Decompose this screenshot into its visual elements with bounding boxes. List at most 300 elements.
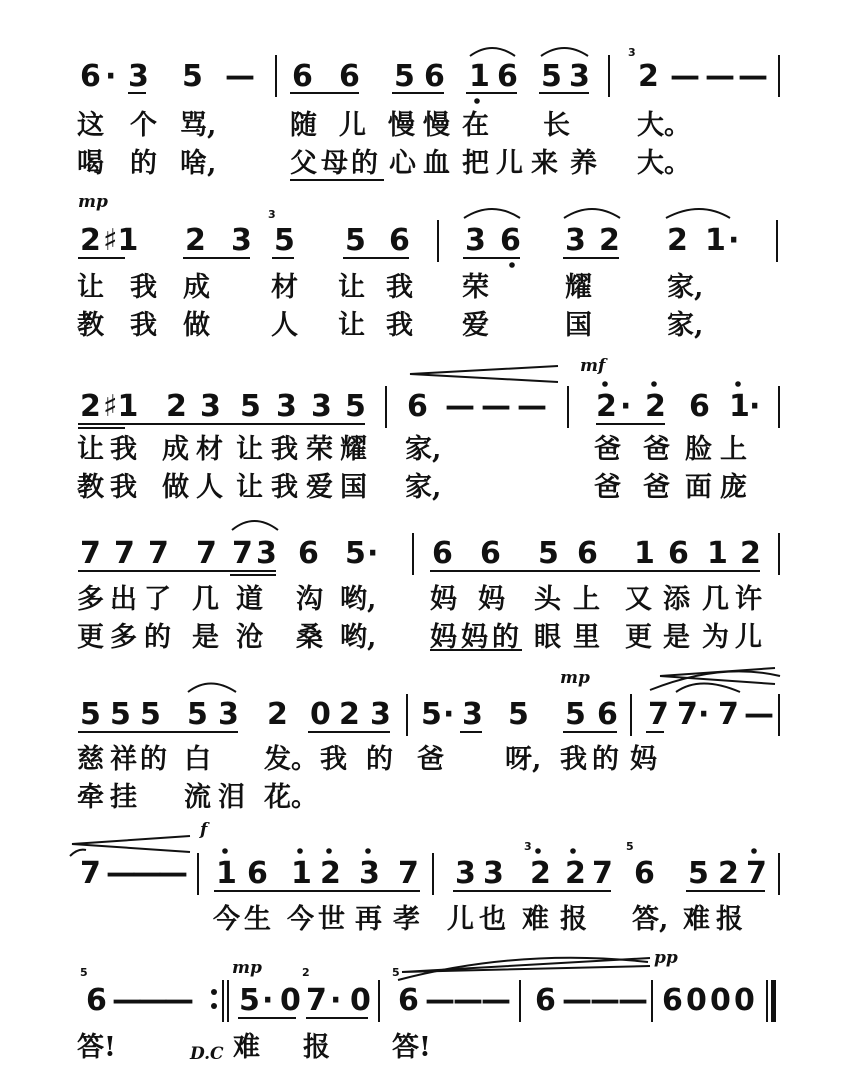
bar-line bbox=[766, 980, 768, 1022]
dash: — bbox=[738, 59, 768, 94]
note: 5 bbox=[80, 697, 101, 732]
lyric-char: 报 bbox=[716, 904, 743, 935]
lyric-char: 几 bbox=[192, 584, 219, 615]
lyric-char: 我 bbox=[271, 472, 298, 503]
lyric-char: 家, bbox=[405, 472, 442, 503]
note: 6 bbox=[86, 983, 107, 1018]
lyric-char: 爱 bbox=[306, 472, 333, 503]
note: 6 bbox=[80, 59, 101, 94]
note: 2 bbox=[530, 856, 551, 891]
grace-note: 3 bbox=[524, 840, 532, 853]
note: 7 bbox=[398, 856, 419, 891]
note: 6 bbox=[398, 983, 419, 1018]
lyric-char: 我 bbox=[130, 272, 157, 303]
note: 6 bbox=[500, 223, 521, 258]
lyric-char: 让 bbox=[338, 272, 365, 303]
bar-line bbox=[778, 853, 780, 895]
bar-line bbox=[406, 694, 408, 736]
lyric-char: 儿 bbox=[735, 622, 762, 653]
lyric-char: 大。 bbox=[637, 110, 691, 141]
note: 7 bbox=[306, 983, 327, 1018]
lyric-char: 心 bbox=[389, 148, 416, 179]
lyric-char: 妈 bbox=[430, 584, 457, 615]
note: 0 bbox=[686, 983, 707, 1018]
note: 3 bbox=[569, 59, 590, 94]
lyric-char: 把 bbox=[462, 148, 489, 179]
bar-line bbox=[778, 533, 780, 575]
note: 2 bbox=[185, 223, 206, 258]
lyric-char: 国 bbox=[340, 472, 367, 503]
lyric-line bbox=[0, 902, 853, 938]
note: 5 bbox=[240, 389, 261, 424]
dash: — bbox=[445, 389, 475, 424]
dash: — bbox=[106, 856, 136, 891]
bar-line bbox=[778, 55, 780, 97]
lyric-char: 面 bbox=[685, 472, 712, 503]
lyric-char: 让 bbox=[236, 434, 263, 465]
lyric-char: 是 bbox=[663, 622, 690, 653]
lyric-line bbox=[0, 146, 853, 182]
lyric-char: 沧 bbox=[236, 622, 263, 653]
lyric-char: 爸 bbox=[643, 472, 670, 503]
bar-line bbox=[519, 980, 521, 1022]
note: 1 bbox=[705, 223, 726, 258]
dot: · bbox=[620, 389, 632, 424]
lyric-char: 慈 bbox=[77, 744, 104, 775]
da-capo-marking: D.C bbox=[190, 1044, 224, 1064]
note: 5 bbox=[182, 59, 203, 94]
lyric-char: 爸 bbox=[643, 434, 670, 465]
lyric-char: 教 bbox=[77, 310, 104, 341]
note: 6 bbox=[480, 536, 501, 571]
lyric-char: 报 bbox=[303, 1032, 330, 1063]
lyric-char: 牵 bbox=[77, 782, 104, 813]
grace-note: 5 bbox=[626, 840, 634, 853]
lyric-char: 耀 bbox=[565, 272, 592, 303]
lyric-char: 妈 bbox=[630, 744, 657, 775]
lyric-char: 哟, bbox=[340, 622, 377, 653]
note: 5 bbox=[345, 223, 366, 258]
dot: · bbox=[105, 59, 117, 94]
grace-note: 2 bbox=[302, 966, 310, 979]
sharp-note: ♯1 bbox=[103, 223, 139, 258]
note: 6 bbox=[662, 983, 683, 1018]
lyric-char: 上 bbox=[720, 434, 747, 465]
note: 5 bbox=[508, 697, 529, 732]
note: 3 bbox=[483, 856, 504, 891]
bar-line bbox=[197, 853, 199, 895]
lyric-char: 成 bbox=[162, 434, 189, 465]
note: 2 bbox=[320, 856, 341, 891]
note: 0 bbox=[350, 983, 371, 1018]
note: 5 bbox=[541, 59, 562, 94]
lyric-char: 泪 bbox=[218, 782, 245, 813]
note: 2 bbox=[267, 697, 288, 732]
lyric-char: 也 bbox=[479, 904, 506, 935]
lyric-char: 母 bbox=[321, 148, 348, 179]
dash: — bbox=[138, 983, 168, 1018]
lyric-char: 的 bbox=[592, 744, 619, 775]
bar-line bbox=[630, 694, 632, 736]
lyric-char: 我 bbox=[110, 472, 137, 503]
lyric-char: 大。 bbox=[637, 148, 691, 179]
lyric-char: 我 bbox=[386, 272, 413, 303]
lyric-char: 做 bbox=[162, 472, 189, 503]
lyric-char: 爸 bbox=[594, 434, 621, 465]
dynamic-marking: mp bbox=[232, 958, 262, 978]
lyric-char: 这 bbox=[77, 110, 104, 141]
lyric-char: 我 bbox=[110, 434, 137, 465]
lyric-line bbox=[0, 470, 853, 506]
lyric-char: 世 bbox=[318, 904, 345, 935]
note: 3 bbox=[455, 856, 476, 891]
dot: · bbox=[330, 983, 342, 1018]
lyric-char: 啥, bbox=[180, 148, 217, 179]
lyric-char: 人 bbox=[271, 310, 298, 341]
lyric-line bbox=[0, 432, 853, 468]
lyric-char: 发。 bbox=[264, 744, 318, 775]
bar-line bbox=[222, 980, 224, 1022]
lyric-char: 随 bbox=[290, 110, 317, 141]
note: 7 bbox=[592, 856, 613, 891]
lyric-char: 慢 bbox=[388, 110, 415, 141]
lyric-char: 家, bbox=[667, 272, 704, 303]
lyric-char: 生 bbox=[244, 904, 271, 935]
sharp-note: ♯1 bbox=[103, 389, 139, 424]
staff-row-1 bbox=[0, 58, 853, 98]
note: 7 bbox=[196, 536, 217, 571]
bar-line bbox=[275, 55, 277, 97]
note: 5 bbox=[421, 697, 442, 732]
note: 3 bbox=[462, 697, 483, 732]
lyric-char: 让 bbox=[338, 310, 365, 341]
lyric-char: 道 bbox=[236, 584, 263, 615]
note: 7 bbox=[677, 697, 698, 732]
lyric-char: 的 bbox=[351, 148, 378, 179]
dash: — bbox=[132, 856, 162, 891]
lyric-char: 骂, bbox=[180, 110, 217, 141]
grace-note: 3 bbox=[628, 46, 636, 59]
note: 2 bbox=[645, 389, 666, 424]
note: 3 bbox=[465, 223, 486, 258]
lyric-char: 我 bbox=[320, 744, 347, 775]
lyric-line bbox=[0, 308, 853, 344]
note: 3 bbox=[231, 223, 252, 258]
note: 6 bbox=[577, 536, 598, 571]
dash: — bbox=[112, 983, 142, 1018]
lyric-char: 多 bbox=[110, 622, 137, 653]
bar-line bbox=[385, 386, 387, 428]
lyric-char: 在 bbox=[462, 110, 489, 141]
note: 6 bbox=[634, 856, 655, 891]
lyric-char: 的 bbox=[130, 148, 157, 179]
note: 2 bbox=[565, 856, 586, 891]
note: 2 bbox=[596, 389, 617, 424]
bar-line bbox=[651, 980, 653, 1022]
dynamic-marking: pp bbox=[654, 948, 678, 968]
lyric-char: 爱 bbox=[462, 310, 489, 341]
lyric-char: 是 bbox=[192, 622, 219, 653]
note: 5 bbox=[274, 223, 295, 258]
bar-line bbox=[778, 694, 780, 736]
staff-row-6 bbox=[0, 855, 853, 895]
bar-line bbox=[567, 386, 569, 428]
lyric-char: 为 bbox=[702, 622, 729, 653]
lyric-char: 花。 bbox=[264, 782, 318, 813]
lyric-char: 桑 bbox=[296, 622, 323, 653]
lyric-char: 让 bbox=[236, 472, 263, 503]
note: 7 bbox=[746, 856, 767, 891]
lyric-char: 材 bbox=[271, 272, 298, 303]
lyric-line bbox=[0, 742, 853, 778]
note: 3 bbox=[200, 389, 221, 424]
note: 5 bbox=[345, 536, 366, 571]
staff-row-5 bbox=[0, 696, 853, 736]
note: 5 bbox=[140, 697, 161, 732]
note: 0 bbox=[310, 697, 331, 732]
lyric-char: 又 bbox=[625, 584, 652, 615]
lyric-char: 儿 bbox=[339, 110, 366, 141]
lyric-char: 添 bbox=[663, 584, 690, 615]
lyric-char: 今 bbox=[213, 904, 240, 935]
note: 6 bbox=[247, 856, 268, 891]
lyric-char: 的 bbox=[492, 622, 519, 653]
lyric-char: 哟, bbox=[340, 584, 377, 615]
note: 6 bbox=[432, 536, 453, 571]
note: 5 bbox=[239, 983, 260, 1018]
dash: — bbox=[425, 983, 455, 1018]
lyric-char: 做 bbox=[183, 310, 210, 341]
lyric-char: 再 bbox=[355, 904, 382, 935]
dynamic-marking: mp bbox=[560, 668, 590, 688]
bar-line bbox=[608, 55, 610, 97]
bar-line bbox=[227, 980, 229, 1022]
dash: — bbox=[562, 983, 592, 1018]
lyric-char: 荣 bbox=[462, 272, 489, 303]
lyric-char: 更 bbox=[77, 622, 104, 653]
bar-line bbox=[412, 533, 414, 575]
grace-note: 5 bbox=[80, 966, 88, 979]
note: 5 bbox=[565, 697, 586, 732]
lyric-char: 答! bbox=[392, 1032, 431, 1063]
dash: — bbox=[590, 983, 620, 1018]
dash: — bbox=[453, 983, 483, 1018]
lyric-char: 沟 bbox=[296, 584, 323, 615]
bar-line bbox=[432, 853, 434, 895]
note: 3 bbox=[370, 697, 391, 732]
staff-row-7 bbox=[0, 982, 853, 1022]
lyric-char: 上 bbox=[573, 584, 600, 615]
lyric-char: 的 bbox=[140, 744, 167, 775]
lyric-char: 呀, bbox=[505, 744, 542, 775]
note: 0 bbox=[280, 983, 301, 1018]
note: 5 bbox=[345, 389, 366, 424]
lyric-char: 眼 bbox=[534, 622, 561, 653]
bar-line bbox=[776, 220, 778, 262]
note: 7 bbox=[648, 697, 669, 732]
note: 2 bbox=[718, 856, 739, 891]
lyric-char: 我 bbox=[560, 744, 587, 775]
note: 2 bbox=[339, 697, 360, 732]
note: 1 bbox=[469, 59, 490, 94]
dash: — bbox=[164, 983, 194, 1018]
lyric-char: 报 bbox=[560, 904, 587, 935]
grace-note: 5 bbox=[392, 966, 400, 979]
lyric-char: 白 bbox=[184, 744, 211, 775]
lyric-line bbox=[0, 780, 853, 816]
lyric-line bbox=[0, 1030, 853, 1066]
lyric-char: 教 bbox=[77, 472, 104, 503]
lyric-line bbox=[0, 582, 853, 618]
lyric-char: 里 bbox=[573, 622, 600, 653]
lyric-char: 脸 bbox=[685, 434, 712, 465]
lyric-char: 我 bbox=[130, 310, 157, 341]
note: 7 bbox=[232, 536, 253, 571]
note: 1 bbox=[729, 389, 750, 424]
note: 6 bbox=[535, 983, 556, 1018]
lyric-char: 爸 bbox=[417, 744, 444, 775]
dynamic-marking: f bbox=[200, 820, 208, 840]
lyric-char: 更 bbox=[625, 622, 652, 653]
lyric-char: 来 bbox=[531, 148, 558, 179]
lyric-char: 妈 bbox=[478, 584, 505, 615]
note: 5 bbox=[538, 536, 559, 571]
lyric-char: 长 bbox=[543, 110, 570, 141]
note: 3 bbox=[359, 856, 380, 891]
note: 0 bbox=[710, 983, 731, 1018]
note: 6 bbox=[298, 536, 319, 571]
note: 7 bbox=[718, 697, 739, 732]
note: 3 bbox=[256, 536, 277, 571]
lyric-char: 妈 bbox=[461, 622, 488, 653]
lyric-char: 让 bbox=[77, 434, 104, 465]
note: 5 bbox=[187, 697, 208, 732]
lyric-char: 家, bbox=[405, 434, 442, 465]
lyric-char: 家, bbox=[667, 310, 704, 341]
note: 6 bbox=[497, 59, 518, 94]
note: 3 bbox=[311, 389, 332, 424]
dot: · bbox=[443, 697, 455, 732]
lyric-char: 的 bbox=[366, 744, 393, 775]
dash: — bbox=[481, 983, 511, 1018]
lyric-char: 爸 bbox=[594, 472, 621, 503]
note: 1 bbox=[291, 856, 312, 891]
note: 6 bbox=[689, 389, 710, 424]
lyric-char: 头 bbox=[534, 584, 561, 615]
note: 6 bbox=[668, 536, 689, 571]
dash: — bbox=[670, 59, 700, 94]
dot: · bbox=[262, 983, 274, 1018]
lyric-char: 挂 bbox=[110, 782, 137, 813]
dash: — bbox=[517, 389, 547, 424]
lyric-char: 孝 bbox=[393, 904, 420, 935]
lyric-char: 难 bbox=[522, 904, 549, 935]
lyric-char: 妈 bbox=[430, 622, 457, 653]
note: 7 bbox=[114, 536, 135, 571]
lyric-char: 父 bbox=[290, 148, 317, 179]
note: 2 bbox=[638, 59, 659, 94]
dynamic-marking: mp bbox=[78, 192, 108, 212]
lyric-char: 我 bbox=[271, 434, 298, 465]
note: 7 bbox=[148, 536, 169, 571]
note: 1 bbox=[216, 856, 237, 891]
lyric-char: 喝 bbox=[77, 148, 104, 179]
note: 2 bbox=[667, 223, 688, 258]
note: 7 bbox=[80, 536, 101, 571]
lyric-char: 几 bbox=[702, 584, 729, 615]
lyric-char: 祥 bbox=[110, 744, 137, 775]
dash: — bbox=[225, 59, 255, 94]
note: 3 bbox=[565, 223, 586, 258]
note: 5 bbox=[110, 697, 131, 732]
dot: · bbox=[749, 389, 761, 424]
dash: — bbox=[705, 59, 735, 94]
dash: — bbox=[481, 389, 511, 424]
lyric-char: 荣 bbox=[306, 434, 333, 465]
note: 6 bbox=[339, 59, 360, 94]
note: 3 bbox=[276, 389, 297, 424]
lyric-line bbox=[0, 270, 853, 306]
note: 2 bbox=[740, 536, 761, 571]
note: 2 bbox=[80, 389, 101, 424]
note: 2 bbox=[80, 223, 101, 258]
dot: · bbox=[367, 536, 379, 571]
dash: — bbox=[744, 697, 774, 732]
lyric-char: 答, bbox=[632, 904, 669, 935]
dynamic-marking: mf bbox=[580, 356, 606, 376]
lyric-char: 血 bbox=[423, 148, 450, 179]
lyric-char: 庞 bbox=[720, 472, 747, 503]
dot: · bbox=[698, 697, 710, 732]
lyric-char: 成 bbox=[183, 272, 210, 303]
bar-line bbox=[778, 386, 780, 428]
lyric-char: 出 bbox=[110, 584, 137, 615]
lyric-char: 许 bbox=[735, 584, 762, 615]
note: 0 bbox=[734, 983, 755, 1018]
note: 5 bbox=[688, 856, 709, 891]
lyric-char: 流 bbox=[184, 782, 211, 813]
dash: — bbox=[158, 856, 188, 891]
note: 2 bbox=[599, 223, 620, 258]
lyric-char: 难 bbox=[683, 904, 710, 935]
lyric-char: 个 bbox=[130, 110, 157, 141]
final-bar-line bbox=[771, 980, 776, 1022]
note: 6 bbox=[597, 697, 618, 732]
lyric-line bbox=[0, 108, 853, 144]
note: 7 bbox=[80, 856, 101, 891]
lyric-char: 人 bbox=[196, 472, 223, 503]
lyric-char: 耀 bbox=[340, 434, 367, 465]
lyric-char: 了 bbox=[144, 584, 171, 615]
lyric-char: 的 bbox=[144, 622, 171, 653]
note: 5 bbox=[394, 59, 415, 94]
dash: — bbox=[618, 983, 648, 1018]
lyric-char: 今 bbox=[287, 904, 314, 935]
lyric-char: 答! bbox=[77, 1032, 116, 1063]
note: 6 bbox=[292, 59, 313, 94]
note: 1 bbox=[634, 536, 655, 571]
note: 3 bbox=[218, 697, 239, 732]
note: 3 bbox=[128, 59, 149, 94]
lyric-char: 材 bbox=[196, 434, 223, 465]
staff-row-4 bbox=[0, 535, 853, 575]
note: 1 bbox=[707, 536, 728, 571]
lyric-char: 儿 bbox=[447, 904, 474, 935]
note: 6 bbox=[424, 59, 445, 94]
lyric-line bbox=[0, 620, 853, 656]
lyric-char: 慢 bbox=[423, 110, 450, 141]
lyric-char: 儿 bbox=[496, 148, 523, 179]
